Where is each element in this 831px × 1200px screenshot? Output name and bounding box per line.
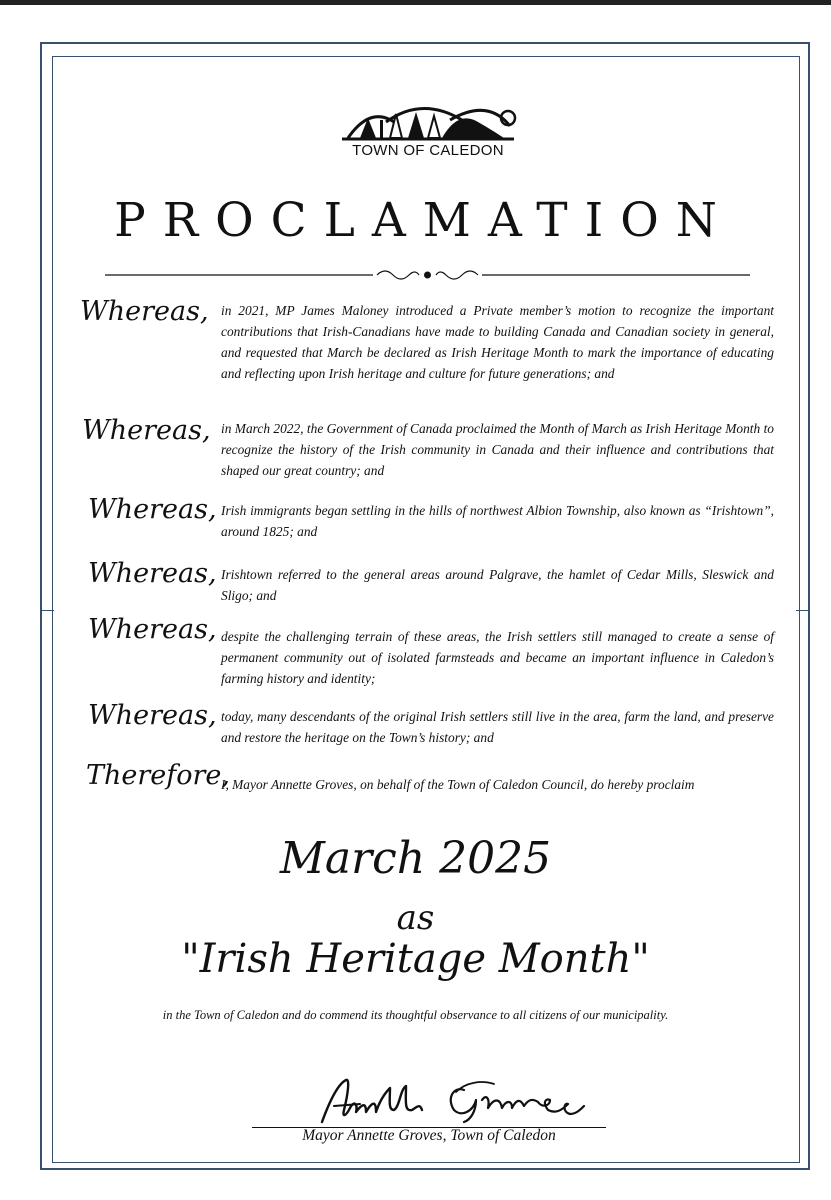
- clause-label: Whereas,: [88, 558, 217, 589]
- clause-text: I, Mayor Annette Groves, on behalf of the Town of Caledon Council, do hereby proclaim: [221, 777, 695, 792]
- clause-text: today, many descendants of the original Irish settlers still live in the area, farm the land, and preserve and restore the heritage on the Town’s history; and: [221, 709, 774, 745]
- border-tick-right: [796, 610, 810, 611]
- proclaimed-as: as: [396, 898, 435, 938]
- ornamental-divider: [105, 264, 750, 286]
- clause-text: Irishtown referred to the general areas around Palgrave, the hamlet of Cedar Mills, Sleswick and Sligo; and: [221, 567, 774, 603]
- town-logo-icon: [338, 100, 518, 144]
- proclaimed-name: "Irish Heritage Month": [181, 936, 650, 982]
- clause-text: in March 2022, the Government of Canada proclaimed the Month of March as Irish Heritage Month to recognize the history of the Irish community in Canada and their influence and contributions that shaped our great country; and: [221, 421, 774, 478]
- signatory-name: Mayor Annette Groves, Town of Caledon: [302, 1127, 556, 1144]
- clause-label: Whereas,: [88, 494, 217, 525]
- top-edge-bar: [0, 0, 831, 5]
- clause-label: Therefore,: [86, 760, 230, 791]
- proclaimed-date: March 2025: [279, 833, 552, 884]
- page-title: PROCLAMATION: [114, 193, 734, 248]
- town-logo: [338, 100, 518, 162]
- clause-label: Whereas,: [88, 614, 217, 645]
- clause-text: despite the challenging terrain of these areas, the Irish settlers still managed to create a sense of permanent community out of isolated farmsteads and became an important influence in Caledon’s farming history and identity;: [221, 629, 774, 686]
- clause-label: Whereas,: [80, 296, 209, 327]
- clause-text: in 2021, MP James Maloney introduced a Private member’s motion to recognize the important contributions that Irish-Canadians have made to building Canada and Canadian society in general, and requested that March be declared as Irish Heritage Month to mark the importance of educating and reflecting upon Irish heritage and culture for future generations; and: [221, 303, 774, 381]
- logo-text: TOWN OF CALEDON: [352, 142, 504, 159]
- clause-text: Irish immigrants began settling in the hills of northwest Albion Township, also known as “Irishtown”, around 1825; and: [221, 503, 774, 539]
- border-tick-left: [40, 610, 54, 611]
- closing-text: in the Town of Caledon and do commend its thoughtful observance to all citizens of our municipality.: [162, 1008, 669, 1022]
- clause-label: Whereas,: [82, 415, 211, 446]
- clause-label: Whereas,: [88, 700, 217, 731]
- handwritten-signature: [250, 1070, 610, 1130]
